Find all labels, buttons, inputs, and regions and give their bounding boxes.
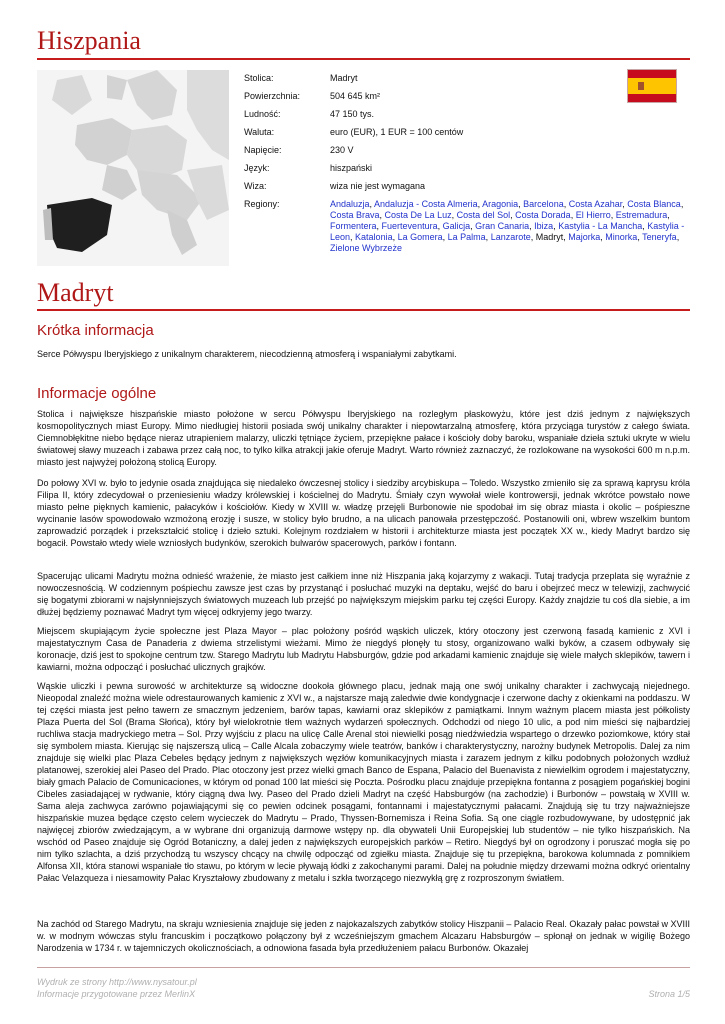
fact-row: [244, 163, 694, 181]
region-link[interactable]: Zielone Wybrzeże: [330, 243, 402, 253]
region-link[interactable]: Costa Azahar: [568, 199, 623, 209]
region-link[interactable]: Aragonia: [482, 199, 519, 209]
footer-author: Informacje przygotowane przez MerlinX: [37, 989, 196, 999]
fact-value: euro (EUR), 1 EUR = 100 centów: [330, 127, 464, 137]
fact-value: wiza nie jest wymagana: [330, 181, 426, 191]
region-link[interactable]: Katalonia: [355, 232, 393, 242]
fact-value: 230 V: [330, 145, 354, 155]
fact-row-regions: [244, 199, 694, 254]
fact-row: [244, 181, 694, 199]
fact-label: Waluta:: [244, 127, 275, 137]
region-plain: Madryt: [535, 232, 564, 242]
region-link[interactable]: Teneryfa: [642, 232, 677, 242]
region-link[interactable]: Costa De La Luz: [384, 210, 452, 220]
region-link[interactable]: Galicja: [442, 221, 471, 231]
city-divider: [37, 309, 690, 311]
city-title: Madryt: [37, 278, 114, 307]
footer-divider: [37, 967, 690, 968]
region-link[interactable]: Formentera: [330, 221, 377, 231]
flag-icon: [628, 70, 676, 102]
region-link[interactable]: Costa Blanca: [627, 199, 681, 209]
region-link[interactable]: Lanzarote: [490, 232, 531, 242]
fact-label: Stolica:: [244, 73, 274, 83]
fact-value: hiszpański: [330, 163, 373, 173]
region-link[interactable]: La Palma: [447, 232, 486, 242]
region-link[interactable]: Gran Canaria: [475, 221, 530, 231]
fact-value: 504 645 km²: [330, 91, 381, 101]
paragraph: Na zachód od Starego Madrytu, na skraju wzniesienia znajduje się jeden z najokazalszych zabytków stolicy Hiszpanii – Palacio Real. Okazały pałac powstał w XVIII w. w modnym wówczas stylu francuskim i początkowo połączony był z wcześniejszym gmachem Alcazaru Habsburgów – spłonął on jednak w wigilię Bożego Narodzenia w 1734 r. w tajemniczych okolicznościach, a odnowiona fasada była przedłużeniem pałacu Burbonów. Okazałej: [37, 919, 690, 953]
region-link[interactable]: Estremadura: [615, 210, 668, 220]
fact-row: [244, 127, 694, 145]
fact-value: 47 150 tys.: [330, 109, 375, 119]
short-info-heading: Krótka informacja: [37, 322, 154, 339]
fact-row: [244, 109, 694, 127]
region-link[interactable]: Andaluzja - Costa Almeria: [374, 199, 478, 209]
page-number: Strona 1/5: [648, 989, 690, 999]
spain-flag: [627, 69, 677, 103]
region-link[interactable]: Majorka: [568, 232, 601, 242]
fact-value: Madryt: [330, 73, 358, 83]
region-link[interactable]: El Hierro: [575, 210, 611, 220]
fact-label: Język:: [244, 163, 270, 173]
region-link[interactable]: Costa Dorada: [515, 210, 571, 220]
region-link[interactable]: Kastylia - Leon: [330, 221, 685, 242]
fact-row: [244, 145, 694, 163]
region-link[interactable]: Fuerteventura: [381, 221, 438, 231]
paragraph: Stolica i największe hiszpańskie miasto położone w sercu Półwyspu Iberyjskiego na rozległym płaskowyżu, które jest dziś jednym z największych kosmopolitycznych miast Europy. Mimo niedługiej historii posiada swój unikalny charakter i niepowtarzalną atmosferę, która przyciąga turystów z całego świata. Ciemnobłękitne niebo będące nieraz utrapieniem malarzy, uliczki tętniące życiem, przepiękne pałace i kościoły doby baroku, wspaniałe dzieła sztuki ukryte w wielu światowej sławy muzeach i zabawa przez całą noc, to tylko kilka atrakcji jakie oferuje Madryt. Warto również zaznaczyć, że rozlokowane na wysokości 600 m n.p.m. miasto jest najwyżej położoną stolicą Europy.: [37, 409, 690, 467]
paragraph: Wąskie uliczki i pewna surowość w architekturze są widoczne dookoła głównego placu, jednak mają one swój unikalny charakter i zachwycają niejednego. Nieopodal znaleźć można wiele odrestaurowanych kamienic z XVI w., a najstarsze mają zaledwie dwie kondygnacje i czerwone dachy z okienkami na poddaszu. W tej części miasta jest pełno tawern ze smacznym jedzeniem, barów tapas, kawiarni oraz sklepików z pamiątkami. Innym ważnym placem miasta jest półkolisty Plaza Puerta del Sol (Brama Słońca), który był wielokrotnie tłem ważnych wydarzeń społecznych. Odchodzi od niego 10 ulic, a pod nim mieści się najbardziej ruchliwa stacja madryckiego metra – Sol. Przy wyjściu z placu na ulicę Calle Arenal stoi niewielki posąg niedźwiedzia wspartego o drzewko poziomkowe, który stał się symbolem miasta. Kierując się najszerszą ulicą – Calle Alcala zobaczymy wiele teatrów, banków i charakterystyczny, narożny budynek Metropolis. Dalej za nim znajduje się wielki plac Plaza Cebeles będący jednym z największych węzłów komunikacyjnych miasta i zarazem jednym z kilku podobnych położonych wzdłuż platanowej, szerokiej alei Paseo del Prado. Plac otoczony jest przez wielki gmach Banco de Espana, Palacio del Buenavista z niewielkim ogrodem i majestatyczny, biały gmach Palacio de Comunicaciones, w którym od ponad 100 lat mieści się Poczta. Pośrodku placu znajduje przepiękna fontanna z posągiem pogańskiej bogini Cibeles zasiadającej w rydwanie, który ciągną dwa lwy. Paseo del Prado dzieli Madryt na część Habsburgów (na zachodzie) i Burbonów – powstałą w XVIII w. Sama aleja zachwyca zarówno pojawiającymi się co pewien odcinek posągami, fontannami i majestatycznymi pałacami. Znajdują się tu trzy najważniejsze hiszpańskie muzea będące często celem wycieczek do Madrytu – Prado, Thyssen-Bornemisza i Reina Sofia. Są one ciągle rozbudowywane, by udostępnić jak najwięcej zbiorów zwiedzającym, a w wybrane dni organizują darmowe wstępy np. dla obywateli Unii Europejskiej lub studentów – nie tylko hiszpańskich. Na wschód od Paseo znajduje się Ogród Botaniczny, a dalej jeden z największych europejskich parków – Retiro. Niegdyś był on ogrodzony i poruszać mogła się po nim tylko szlachta, a dziś przychodzą tu wszyscy chcący na chwilę odpocząć od zgiełku miasta. Znajduje się tu przepiękna, barokowa kolumnada z pomnikiem Alfonsa XII, która stanowi wspaniałe tło stawu, po którym w lecie pływają łódki z zakochanymi parami. Dalej na południe między drzewami można odkryć orientalny Pałac Velazqueza i niesamowity Pałac Kryształowy zbudowany z metalu i szkła tworzącego niezwykłą grę z rozproszonym światłem.: [37, 681, 690, 883]
title-divider: [37, 58, 690, 60]
paragraph: Do połowy XVI w. było to jedynie osada znajdująca się niedaleko ówczesnej stolicy i siedziby arcybiskupa – Toledo. Wszystko zmieniło się za sprawą kaprysu króla Filipa II, który zdecydował o przeniesieniu władzy królewskiej i kościelnej do Madrytu. Śmiały czyn wywołał wiele kontrowersji, jednak wkrótce powstało nowe miasto pełne pięknych kamienic, pałacyków i kościołów. Kiedy w XVIII w. władzę przejęli Burbonowie nie spodobał im się obraz miasta i okolic – pośpieszne wycinanie lasów spowodowało wzmożoną erozję i susze, w stolicy było brudno, a na ulicach panowała przestępczość. Postanowili oni, wbrew wszelkim buntom zaprowadzić porządek i przekształcić stolicę i dzieło sztuki. Kolejnym rozdziałem w historii i architekturze miasta jest początek XX w., kiedy Madryt bardzo się bogacił. Powstało wtedy wiele wzniosłych budynków, szerokich bulwarów spacerowych, parków i fontann.: [37, 478, 690, 548]
paragraph: Miejscem skupiającym życie społeczne jest Plaza Mayor – plac położony pośród wąskich uliczek, który otoczony jest czerwoną fasadą kamienic z XVI i majestatycznym Casa de Panaderia z dwiema strzelistymi wieżami. Mimo że niegdyś płonęły tu stosy, organizowano walki byków, a czasem odbywały się koronacje, dziś jest to spokojne centrum tzw. Starego Madrytu lub Madrytu Habsburgów, gdzie pod arkadami kamienic znajduje się wiele małych sklepików, tawern i kawiarni, można odpocząć i posłuchać ulicznych grajków.: [37, 626, 690, 672]
region-link[interactable]: Ibiza: [534, 221, 554, 231]
region-link[interactable]: Costa Brava: [330, 210, 380, 220]
regions-label: Regiony:: [244, 199, 280, 209]
europe-map: [37, 70, 229, 266]
region-link[interactable]: Barcelona: [523, 199, 564, 209]
region-link[interactable]: Minorka: [605, 232, 638, 242]
paragraph: Spacerując ulicami Madrytu można odnieść wrażenie, że miasto jest całkiem inne niż Hiszpania jaką kojarzymy z wakacji. Tutaj tradycja przeplata się wyraźnie z nowoczesnością. W codziennym pośpiechu zawsze jest czas by przystanąć i posłuchać muzyki na deptaku, wejść do baru i obejrzeć mecz w telewizji, zachwycić się bogatymi zbiorami w najsłynniejszych światowych muzeach lub przejść po największym miejskim parku tej części Europy. Każdy znajdzie tu coś dla siebie, a im dłużej będziemy poznawać Madryt tym więcej odkryjemy jego twarzy.: [37, 571, 690, 617]
fact-label: Wiza:: [244, 181, 267, 191]
regions-list: Andaluzja, Andaluzja - Costa Almeria, Aragonia, Barcelona, Costa Azahar, Costa Blanca, Costa Brava, Costa De La Luz, Costa del Sol, Costa Dorada, El Hierro, Estremadura, Formentera, Fuerteventura, Galicja, Gran Canaria, Ibiza, Kastylia - La Mancha, Kastylia - Leon, Katalonia, La Gomera, La Palma, Lanzarote, Madryt, Majorka, Minorka, Teneryfa, Zielone Wybrzeże: [330, 199, 685, 253]
country-title: Hiszpania: [37, 26, 141, 55]
region-link[interactable]: La Gomera: [397, 232, 443, 242]
general-info-heading: Informacje ogólne: [37, 385, 157, 402]
fact-label: Napięcie:: [244, 145, 282, 155]
fact-label: Powierzchnia:: [244, 91, 301, 101]
region-link[interactable]: Costa del Sol: [456, 210, 511, 220]
short-info-text: Serce Półwyspu Iberyjskiego z unikalnym charakterem, niecodzienną atmosferą i wspaniałymi zabytkami.: [37, 349, 457, 359]
region-link[interactable]: Andaluzja: [330, 199, 370, 209]
fact-label: Ludność:: [244, 109, 281, 119]
region-link[interactable]: Kastylia - La Mancha: [558, 221, 643, 231]
footer-source: Wydruk ze strony http://www.nysatour.pl: [37, 977, 197, 987]
spain-location-map: [37, 70, 229, 266]
